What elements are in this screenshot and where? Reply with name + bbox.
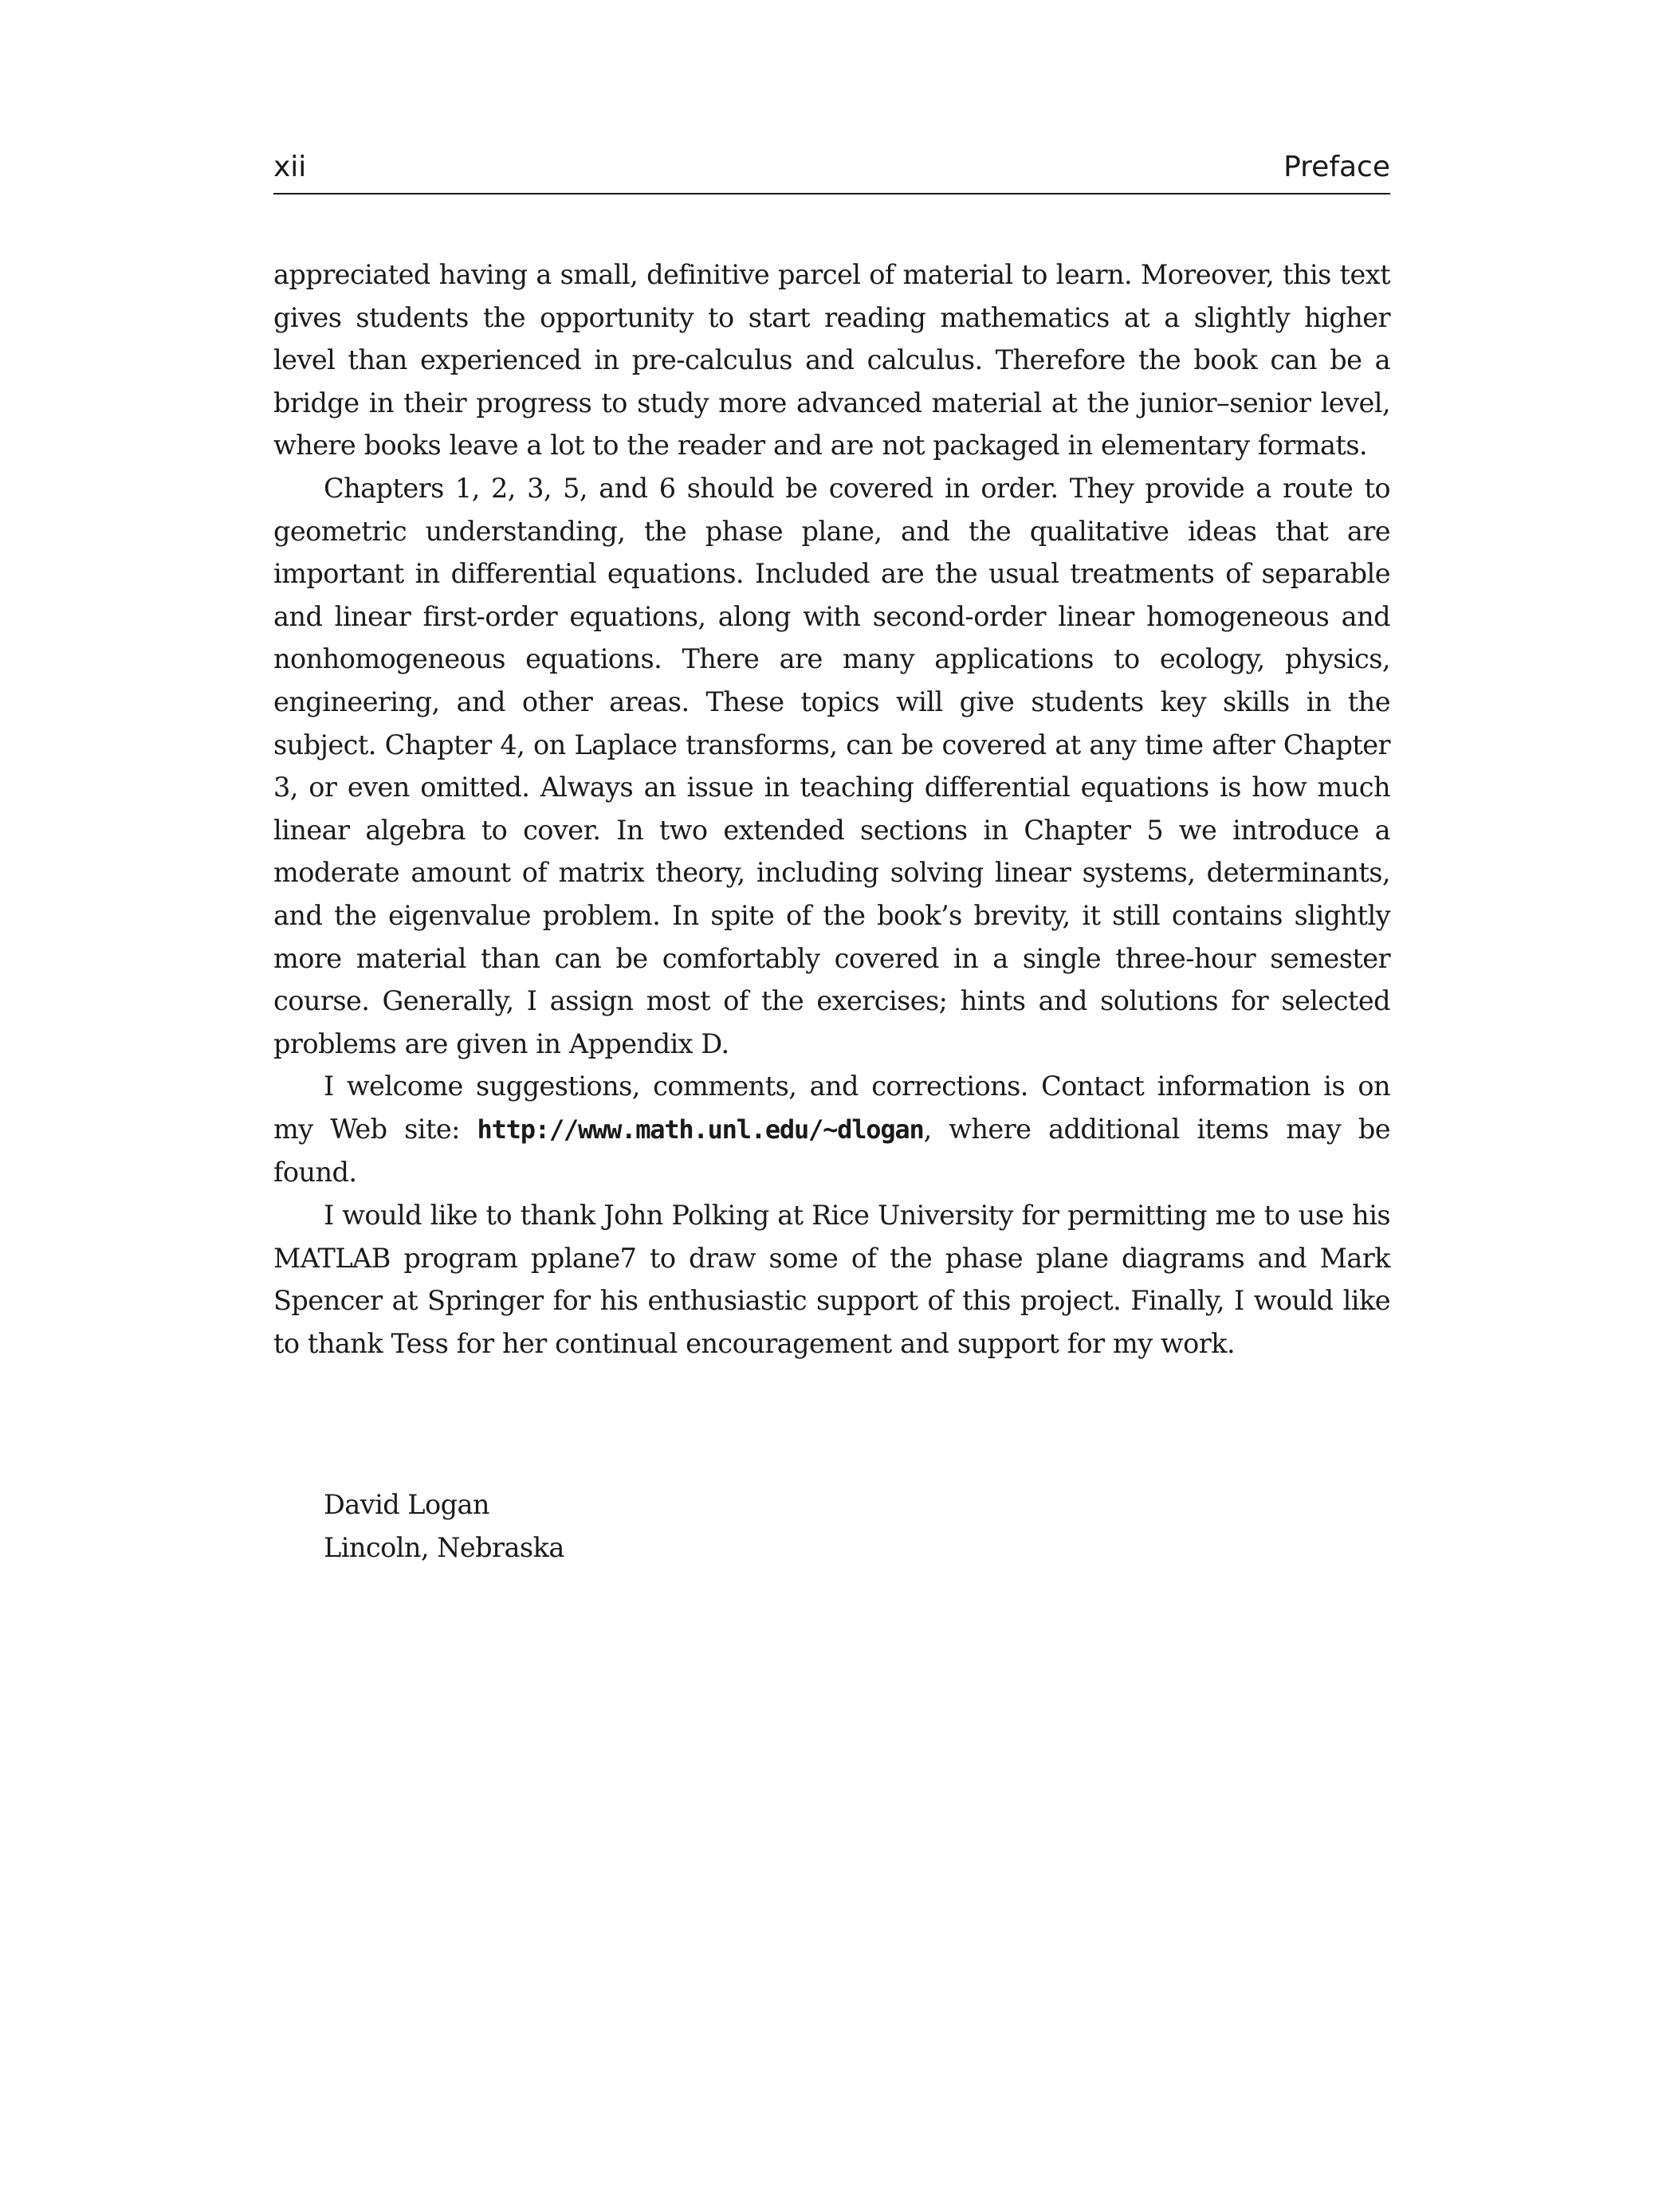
contact-text: I welcome suggestions, comments, and corrections. Contact information is on my Web site: (273, 1071, 1390, 1145)
paragraph-continuation: appreciated having a small, definitive parcel of material to learn. Moreover, this text gives students the opportunity to start reading mathematics at a slightly higher level than experienced in pre-calculus and calculus. Therefore the book can be a bridge in their progress to study more advanced material at the junior–senior level, where books leave a lot to the reader and are not packaged in elementary formats. (273, 259, 1390, 462)
website-url-link[interactable]: http://www.math.unl.edu/~dlogan (477, 1114, 924, 1145)
signature-block (324, 1483, 564, 1569)
paragraph-contact (273, 1065, 1390, 1194)
page-number: xii (273, 151, 307, 183)
preface-body (273, 253, 1390, 1365)
running-head (273, 148, 1390, 194)
section-title: Preface (1283, 151, 1390, 183)
contact-text-tail: , where additional items may be found. (273, 1113, 1390, 1189)
paragraph-acknowledgments: I would like to thank John Polking at Rice University for permitting me to use his MATLAB program pplane7 to draw some of the phase plane diagrams and Mark Spencer at Springer for his enthusiastic support of this project. Finally, I would like to thank Tess for her continual encouragement and support for my work. (273, 1200, 1390, 1359)
author-location: Lincoln, Nebraska (324, 1531, 564, 1563)
author-name: David Logan (324, 1489, 489, 1520)
paragraph-chapters: Chapters 1, 2, 3, 5, and 6 should be covered in order. They provide a route to geometric understanding, the phase plane, and the qualitative ideas that are important in differential equations. Included are the usual treatments of separable and linear first-order equations, along with second-order linear homogeneous and nonhomogeneous equations. There are many applications to ecology, physics, engineering, and other areas. These topics will give students key skills in the subject. Chapter 4, on Laplace transforms, can be covered at any time after Chapter 3, or even omitted. Always an issue in teaching differential equations is how much linear algebra to cover. In two extended sections in Chapter 5 we introduce a moderate amount of matrix theory, including solving linear systems, determinants, and the eigenvalue problem. In spite of the book’s brevity, it still contains slightly more material than can be comfortably covered in a single three-hour semester course. Generally, I assign most of the exercises; hints and solutions for selected problems are given in Appendix D. (273, 472, 1390, 1059)
